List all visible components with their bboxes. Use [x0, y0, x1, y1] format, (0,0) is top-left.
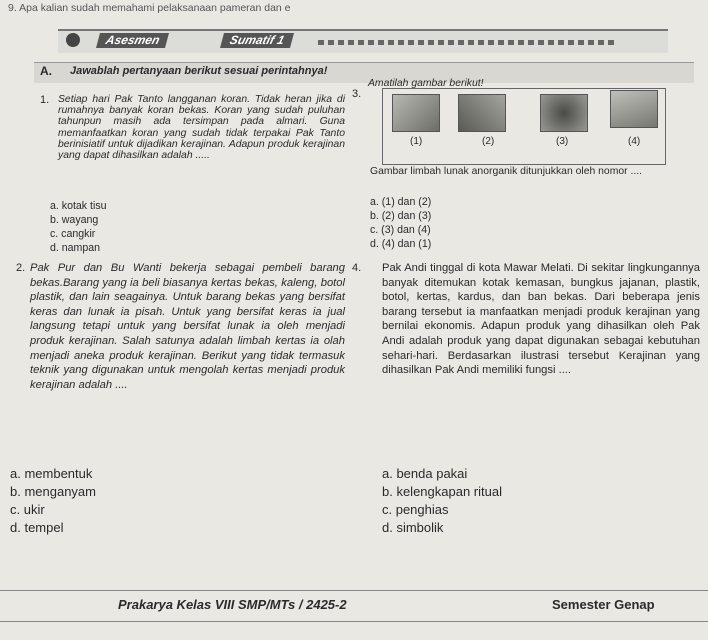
assessment-badge: Asesmen — [96, 33, 169, 48]
footer-subject: Prakarya Kelas VIII SMP/MTs / 2425-2 — [118, 597, 347, 612]
question-2-option-b: b. menganyam — [10, 484, 96, 499]
image-1-label: (1) — [410, 136, 423, 147]
question-2-number: 2. — [16, 262, 26, 274]
image-3-label: (3) — [556, 136, 569, 147]
image-4-waste — [610, 90, 658, 128]
section-instruction: Jawablah pertanyaan berikut sesuai perintahnya! — [70, 65, 328, 77]
question-1-option-b: b. wayang — [50, 214, 99, 226]
footer-semester: Semester Genap — [552, 597, 655, 612]
section-letter: A. — [40, 64, 52, 78]
bullet-icon — [66, 33, 80, 47]
question-3-option-c: c. (3) dan (4) — [370, 224, 431, 236]
question-3-option-b: b. (2) dan (3) — [370, 210, 432, 222]
question-3-option-a: a. (1) dan (2) — [370, 196, 432, 208]
question-4-option-d: d. simbolik — [382, 520, 444, 535]
question-4-option-b: b. kelengkapan ritual — [382, 484, 502, 499]
question-3-text: Gambar limbah lunak anorganik ditunjukkan oleh nomor .... — [370, 166, 643, 177]
image-4-label: (4) — [628, 136, 641, 147]
decorative-hatch — [318, 40, 618, 45]
question-1-number: 1. — [40, 94, 50, 106]
question-4-text: Pak Andi tinggal di kota Mawar Melati. Di sekitar lingkungannya banyak ditemukan kotak kemasan, bungkus jajanan, plastik, botol, kertas, kardus, dan ban bekas. Dari beberapa jenis barang tersebut ia manfaatkan menjadi produk kerajinan yang bernilai ekonomis. Adapun produk yang dihasilkan oleh Pak Andi adalah produk yang dapat digunakan sebagai kebutuhan sehari-hari. Berdasarkan ilustrasi tersebut Kerajinan yang dihasilkan Pak Andi memiliki fungsi .... — [382, 262, 700, 377]
question-1-option-d: d. nampan — [50, 242, 101, 254]
question-1-option-a: a. kotak tisu — [50, 200, 107, 212]
question-2-text: Pak Pur dan Bu Wanti bekerja sebagai pembeli barang bekas.Barang yang ia beli biasanya kertas bekas, kaleng, botol plastik, dan lain seagainya. Untuk barang bekas yang bersifat keras dan lunak ia pisah. Untuk yang bersifat keras ia jual langsung tetapi untuk yang bersifat lunak ia oleh menjadi produk kerajinan. Salah satunya adalah limbah kertas ia olah menjadi aneka produk kerajinan. Berikut yang tidak termasuk teknik yang digunakan untuk mengolah kertas menjadi produk kerajinan adalah .... — [30, 262, 345, 391]
image-3-waste — [540, 94, 588, 132]
question-4-option-a: a. benda pakai — [382, 466, 468, 481]
sumatif-badge: Sumatif 1 — [220, 33, 294, 48]
question-3-option-d: d. (4) dan (1) — [370, 238, 432, 250]
question-2-option-a: a. membentuk — [10, 466, 93, 481]
question-2-option-c: c. ukir — [10, 502, 45, 517]
question-1-text: Setiap hari Pak Tanto langganan koran. Tidak heran jika di rumahnya banyak koran bekas. Koran yang sudah puluhan tahunpun masih ada tersimpan pada almari. Guna memanfaatkan koran yang sudah tidak terpakai Pak Tanto berinisiatif untuk dijadikan kerajinan. Adapun produk kerajinan yang dapat dihasilkan adalah ..... — [58, 94, 345, 162]
question-4-number: 4. — [352, 262, 362, 274]
image-2-label: (2) — [482, 136, 495, 147]
question-3-intro: Amatilah gambar berikut! — [368, 78, 484, 89]
question-9-partial: 9. Apa kalian sudah memahami pelaksanaan pameran dan e — [8, 2, 291, 14]
question-1-option-c: c. cangkir — [50, 228, 96, 240]
image-1-waste — [392, 94, 440, 132]
question-2-option-d: d. tempel — [10, 520, 64, 535]
question-3-number: 3. — [352, 88, 362, 100]
question-4-option-c: c. penghias — [382, 502, 449, 517]
image-2-waste — [458, 94, 506, 132]
